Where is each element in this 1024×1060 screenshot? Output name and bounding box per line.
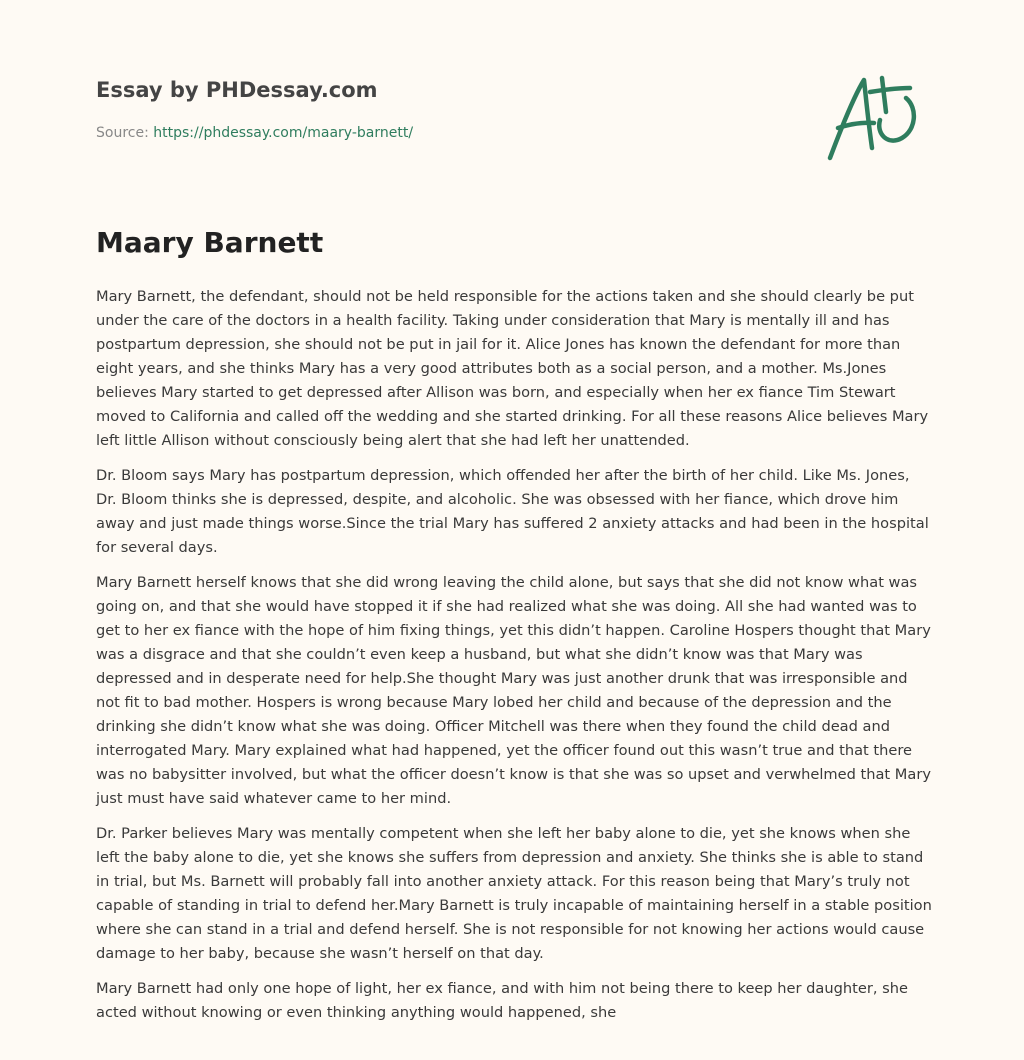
essay-body: [96, 285, 934, 1036]
source-link[interactable]: https://phdessay.com/maary-barnett/: [153, 125, 414, 141]
essay-title: Maary Barnett: [96, 226, 324, 259]
a-plus-logo-icon: [824, 68, 928, 164]
a-plus-logo-svg: [824, 68, 928, 164]
site-title: Essay by PHDessay.com: [96, 78, 378, 102]
essay-paragraph: Dr. Bloom says Mary has postpartum depression, which offended her after the birth of her child. Like Ms. Jones, Dr. Bloom thinks she is depressed, despite, and alcoholic. She was obsessed with her fiance, which drove him away and just made things worse.Since the trial Mary has suffered 2 anxiety attacks and had been in the hospital for several days.: [96, 467, 929, 556]
essay-paragraph: Dr. Parker believes Mary was mentally competent when she left her baby alone to die, yet she knows when she left the baby alone to die, yet she knows she suffers from depression and anxiety. She thinks she is able to stand in trial, but Ms. Barnett will probably fall into another anxiety attack. For this reason being that Mary’s truly not capable of standing in trial to defend her.Mary Barnett is truly incapable of maintaining herself in a stable position where she can stand in a trial and defend herself. She is not responsible for not knowing her actions would cause damage to her baby, because she wasn’t herself on that day.: [96, 825, 932, 962]
page-header: [96, 74, 928, 174]
essay-paragraph: Mary Barnett had only one hope of light, her ex fiance, and with him not being there to keep her daughter, she acted without knowing or even thinking anything would happened, she: [96, 980, 908, 1021]
essay-paragraph: Mary Barnett herself knows that she did wrong leaving the child alone, but says that she did not know what was going on, and that she would have stopped it if she had realized what she was doing. All she had wanted was to get to her ex fiance with the hope of him fixing things, yet this didn’t happen. Caroline Hospers thought that Mary was a disgrace and that she couldn’t even keep a husband, but what she didn’t know was that Mary was depressed and in desperate need for help.She thought Mary was just another drunk that was irresponsible and not fit to bad mother. Hospers is wrong because Mary lobed her child and because of the depression and the drinking she didn’t know what she was doing. Officer Mitchell was there when they found the child dead and interrogated Mary. Mary explained what had happened, yet the officer found out this wasn’t true and that there was no babysitter involved, but what the officer doesn’t know is that she was so upset and verwhelmed that Mary just must have said whatever came to her mind.: [96, 574, 931, 807]
essay-paragraph: Mary Barnett, the defendant, should not be held responsible for the actions taken and she should clearly be put under the care of the doctors in a health facility. Taking under consideration that Mary is mentally ill and has postpartum depression, she should not be put in jail for it. Alice Jones has known the defendant for more than eight years, and she thinks Mary has a very good attributes both as a social person, and a mother. Ms.Jones believes Mary started to get depressed after Allison was born, and especially when her ex fiance Tim Stewart moved to California and called off the wedding and she started drinking. For all these reasons Alice believes Mary left little Allison without consciously being alert that she had left her unattended.: [96, 288, 929, 449]
source-line: [96, 125, 413, 141]
source-label: Source:: [96, 125, 149, 141]
